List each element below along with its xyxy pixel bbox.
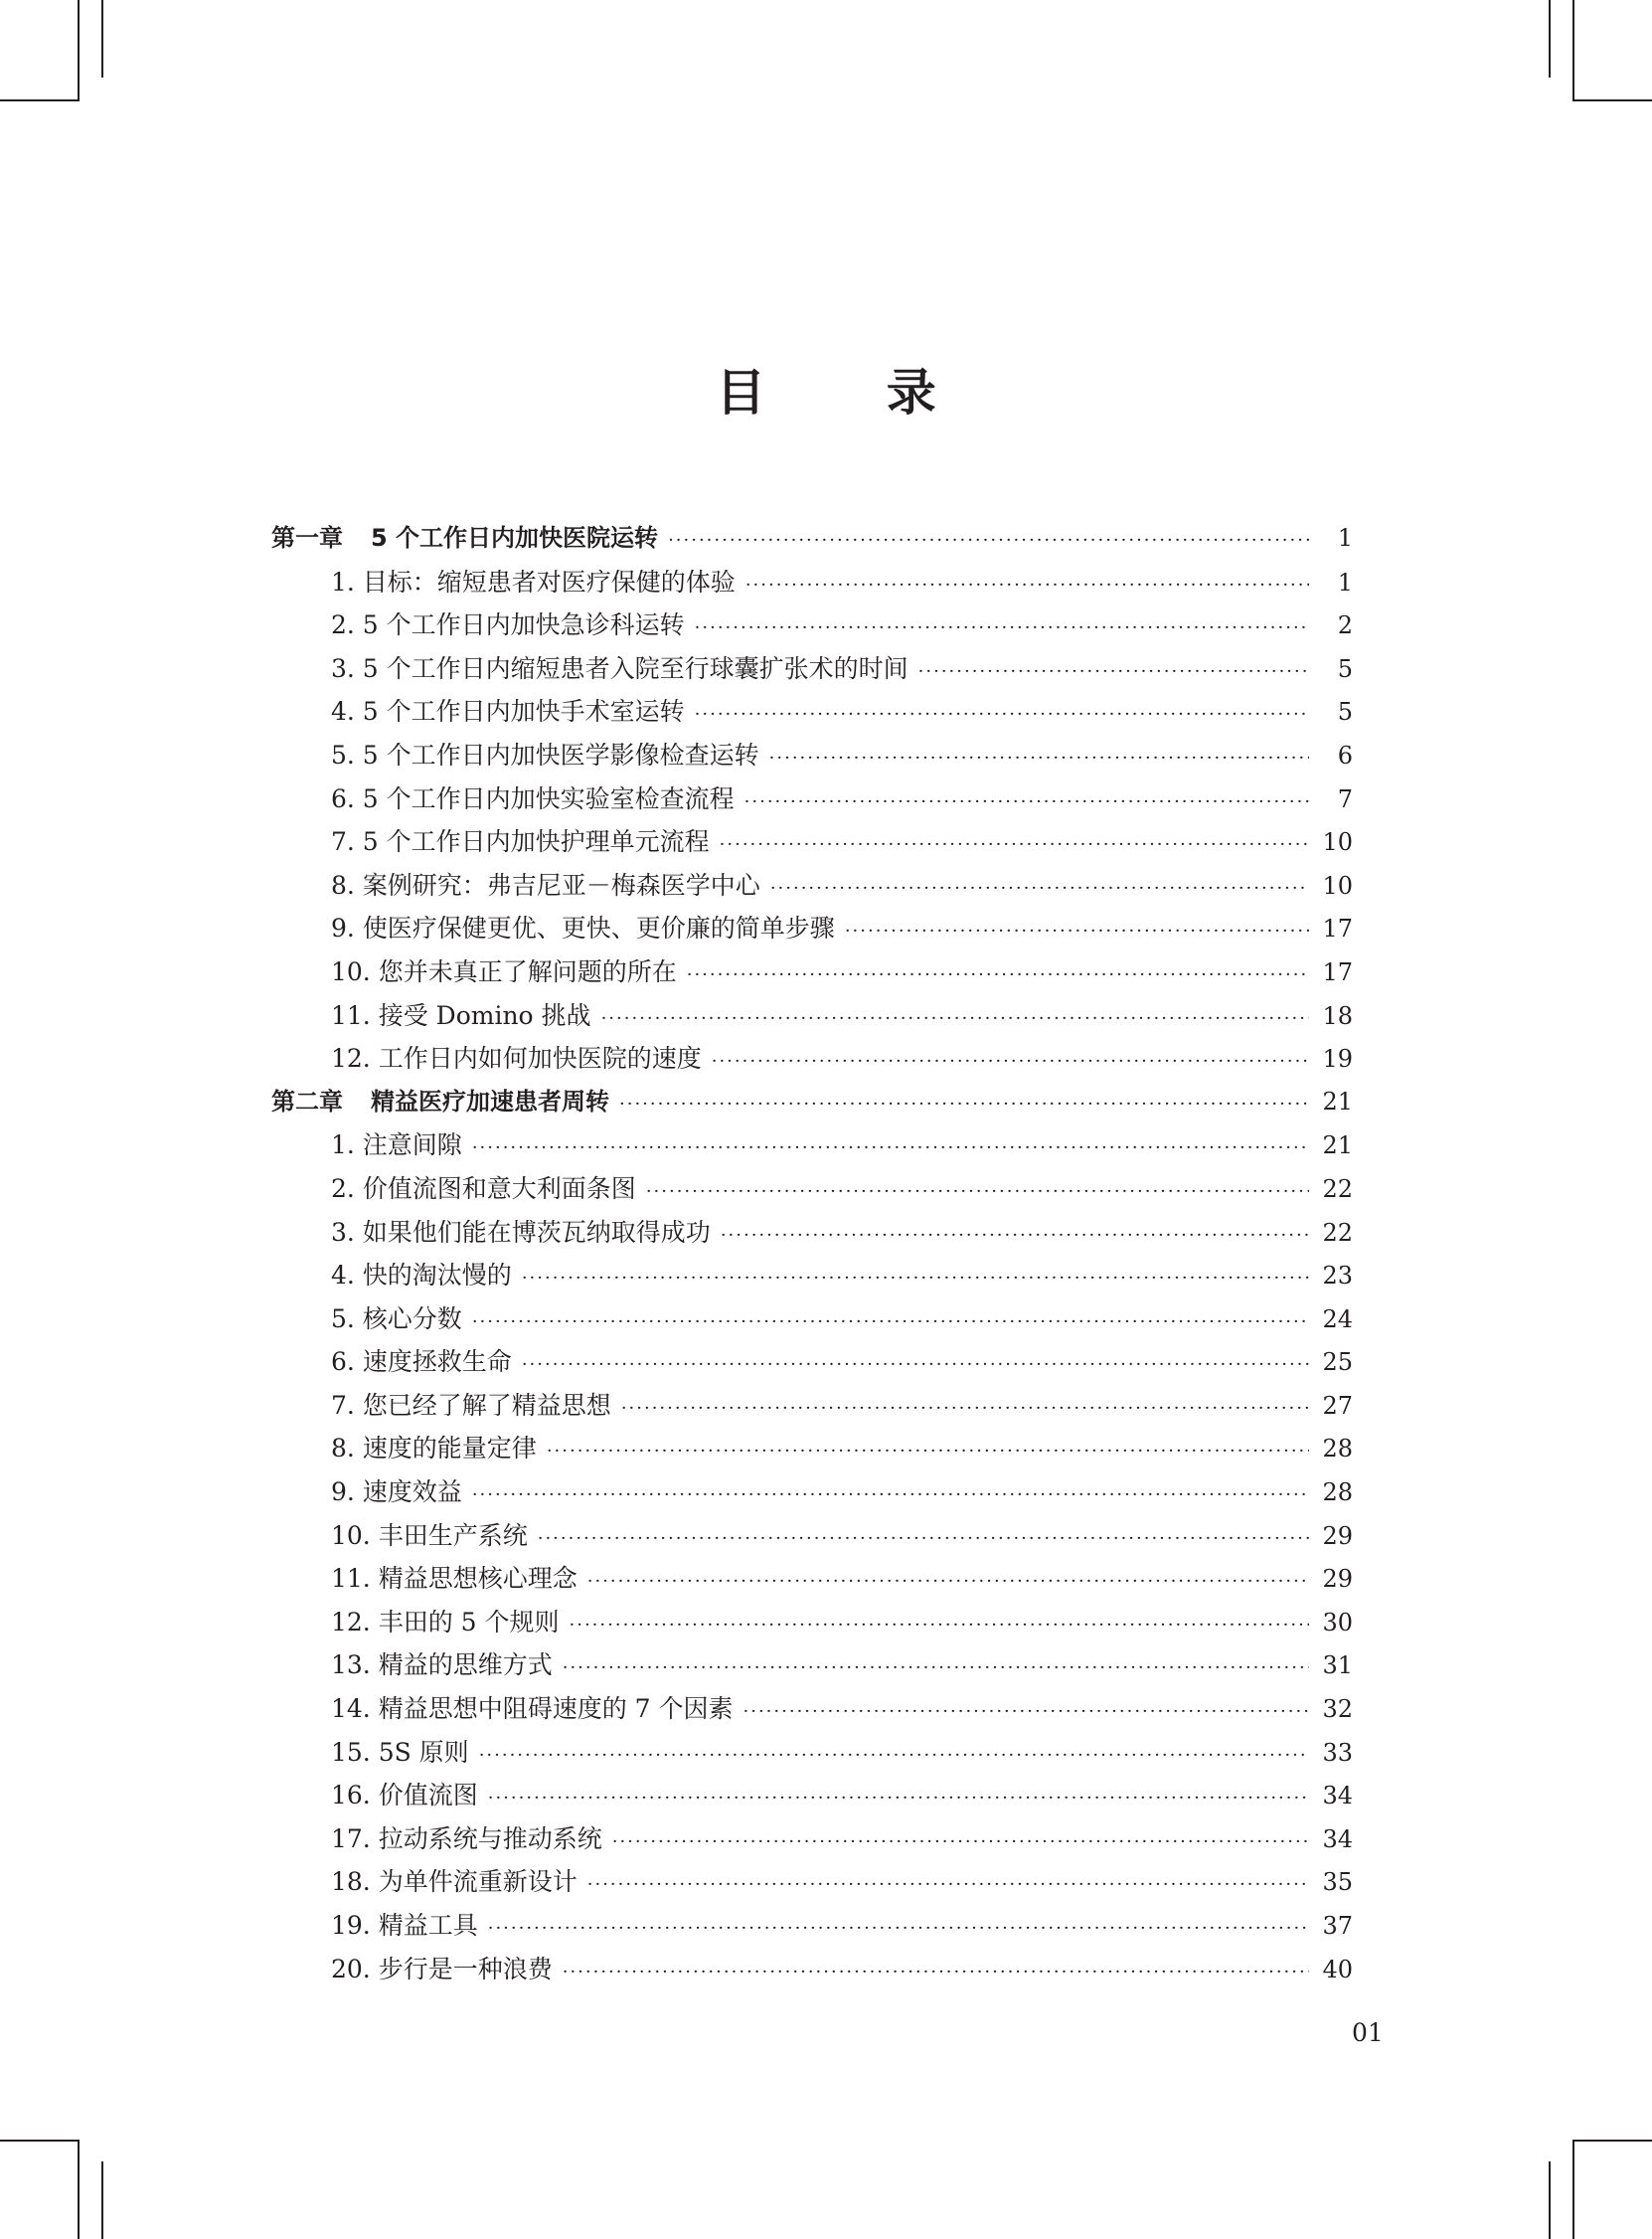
toc-item-row[interactable]: [271, 1601, 1353, 1644]
entry-page-number: 1: [1337, 524, 1353, 552]
dot-leader: [619, 1083, 1309, 1126]
dot-leader: [601, 997, 1309, 1041]
entry-page-number: 28: [1322, 1435, 1353, 1464]
entry-page-number: 28: [1322, 1478, 1353, 1507]
entry-title: 3. 如果他们能在博茨瓦纳取得成功: [331, 1217, 711, 1247]
toc-item-row[interactable]: [271, 907, 1353, 950]
entry-title: 16. 价值流图: [331, 1781, 478, 1810]
toc-item-row[interactable]: [271, 603, 1353, 647]
toc-item-row[interactable]: [271, 1167, 1353, 1211]
dot-leader: [522, 1257, 1309, 1300]
dot-leader: [472, 1126, 1309, 1170]
dot-leader: [479, 1734, 1309, 1778]
entry-page-number: 27: [1322, 1391, 1353, 1420]
entry-title: 5. 5 个工作日内加快医学影像检查运转: [331, 740, 759, 770]
entry-title: 1. 目标：缩短患者对医疗保健的体验: [331, 567, 736, 597]
dot-leader: [770, 867, 1309, 911]
dot-leader: [472, 1300, 1309, 1344]
entry-title: 19. 精益工具: [331, 1911, 478, 1940]
entry-page-number: 34: [1322, 1782, 1353, 1810]
crop-mark-tr-h: [1574, 99, 1652, 101]
entry-title: 10. 丰田生产系统: [331, 1520, 528, 1550]
dot-leader: [563, 1646, 1309, 1690]
entry-page-number: 24: [1322, 1304, 1353, 1333]
toc-item-row[interactable]: [271, 561, 1353, 604]
crop-mark-tr-v2: [1572, 0, 1574, 101]
dot-leader: [720, 823, 1309, 867]
entry-title: 20. 步行是一种浪费: [331, 1954, 553, 1983]
toc-item-row[interactable]: [271, 1860, 1353, 1904]
dot-leader: [769, 737, 1309, 780]
chapter-number: 第一章: [271, 524, 343, 552]
toc-item-row[interactable]: [271, 864, 1353, 908]
crop-mark-tr-v: [1549, 0, 1551, 78]
toc-item-row[interactable]: [271, 1384, 1353, 1428]
toc-item-row[interactable]: [271, 734, 1353, 777]
entry-page-number: 17: [1322, 957, 1353, 986]
entry-page-number: 40: [1322, 1955, 1353, 1983]
entry-page-number: 30: [1322, 1608, 1353, 1636]
entry-page-number: 6: [1337, 741, 1353, 770]
entry-title: 14. 精益思想中阻碍速度的 7 个因素: [331, 1694, 734, 1724]
crop-mark-tl-h: [0, 99, 78, 101]
toc-item-row[interactable]: [271, 1123, 1353, 1167]
dot-leader: [522, 1343, 1309, 1387]
dot-leader: [472, 1473, 1309, 1517]
entry-title: 15. 5S 原则: [331, 1737, 469, 1767]
entry-title: 11. 接受 Domino 挑战: [331, 1000, 591, 1030]
entry-page-number: 1: [1337, 568, 1353, 597]
toc-item-row[interactable]: [271, 1470, 1353, 1514]
dot-leader: [712, 1040, 1309, 1084]
chapter-title: 5 个工作日内加快医院运转: [371, 524, 659, 552]
entry-title: 8. 案例研究：弗吉尼亚－梅森医学中心: [331, 870, 760, 900]
dot-leader: [646, 1170, 1309, 1214]
crop-mark-br-h: [1574, 2140, 1652, 2142]
entry-page-number: 10: [1322, 828, 1353, 857]
entry-title: 17. 拉动系统与推动系统: [331, 1823, 602, 1853]
toc-chapter-row[interactable]: [271, 1081, 1353, 1124]
toc-item-row[interactable]: [271, 1254, 1353, 1297]
entry-page-number: 18: [1322, 1001, 1353, 1030]
crop-mark-tl-v2: [78, 0, 80, 101]
dot-leader: [744, 780, 1309, 824]
dot-leader: [488, 1777, 1309, 1820]
crop-mark-br-v2: [1572, 2140, 1574, 2239]
dot-leader: [845, 910, 1309, 953]
dot-leader: [547, 1430, 1309, 1473]
entry-page-number: 21: [1322, 1131, 1353, 1160]
table-of-contents: [271, 517, 1353, 1990]
entry-title: 4. 快的淘汰慢的: [331, 1261, 512, 1291]
toc-item-row[interactable]: [271, 1643, 1353, 1687]
entry-title: 9. 使医疗保健更优、更快、更价廉的简单步骤: [331, 914, 835, 944]
dot-leader: [587, 1863, 1309, 1907]
toc-item-row[interactable]: [271, 690, 1353, 734]
toc-item-row[interactable]: [271, 1904, 1353, 1948]
dot-leader: [621, 1387, 1309, 1431]
entry-page-number: 23: [1322, 1262, 1353, 1291]
crop-mark-tl-v: [101, 0, 103, 78]
dot-leader: [538, 1517, 1309, 1561]
chapter-heading: [271, 517, 658, 561]
entry-title: 5. 核心分数: [331, 1303, 462, 1333]
entry-title: 2. 价值流图和意大利面条图: [331, 1173, 636, 1203]
crop-mark-bl-v: [101, 2161, 103, 2239]
entry-page-number: 33: [1322, 1738, 1353, 1767]
crop-mark-bl-h: [0, 2140, 78, 2142]
entry-title: 13. 精益的思维方式: [331, 1650, 553, 1680]
chapter-number: 第二章: [271, 1087, 343, 1116]
entry-page-number: 22: [1322, 1218, 1353, 1247]
toc-item-row[interactable]: [271, 1817, 1353, 1861]
entry-page-number: 32: [1322, 1695, 1353, 1724]
crop-mark-br-v: [1549, 2161, 1551, 2239]
entry-page-number: 5: [1337, 698, 1353, 727]
entry-page-number: 2: [1337, 611, 1353, 640]
toc-item-row[interactable]: [271, 1427, 1353, 1470]
toc-item-row[interactable]: [271, 1037, 1353, 1081]
chapter-heading: [271, 1081, 609, 1124]
entry-title: 1. 注意间隙: [331, 1130, 462, 1160]
page-title: 目 录: [716, 363, 988, 422]
toc-item-row[interactable]: [271, 1340, 1353, 1384]
entry-title: 4. 5 个工作日内加快手术室运转: [331, 697, 685, 727]
page-number: 01: [1352, 2018, 1384, 2047]
entry-title: 7. 您已经了解了精益思想: [331, 1390, 611, 1420]
toc-item-row[interactable]: [271, 1557, 1353, 1601]
toc-item-row[interactable]: [271, 1687, 1353, 1731]
dot-leader: [721, 1214, 1309, 1258]
dot-leader: [745, 564, 1309, 607]
dot-leader: [743, 1690, 1309, 1734]
toc-item-row[interactable]: [271, 1948, 1353, 1991]
entry-title: 8. 速度的能量定律: [331, 1434, 537, 1464]
dot-leader: [668, 519, 1309, 563]
entry-page-number: 29: [1322, 1521, 1353, 1550]
toc-item-row[interactable]: [271, 647, 1353, 691]
crop-mark-bl-v2: [78, 2140, 80, 2239]
dot-leader: [612, 1820, 1309, 1864]
dot-leader: [563, 1951, 1309, 1994]
entry-title: 12. 丰田的 5 个规则: [331, 1607, 560, 1636]
entry-title: 10. 您并未真正了解问题的所在: [331, 956, 677, 986]
dot-leader: [918, 650, 1309, 694]
dot-leader: [695, 606, 1309, 650]
dot-leader: [687, 953, 1309, 997]
entry-page-number: 35: [1322, 1868, 1353, 1897]
entry-page-number: 5: [1337, 654, 1353, 683]
entry-page-number: 25: [1322, 1348, 1353, 1377]
toc-item-row[interactable]: [271, 1297, 1353, 1341]
entry-title: 9. 速度效益: [331, 1477, 462, 1507]
toc-item-row[interactable]: [271, 994, 1353, 1038]
entry-page-number: 19: [1322, 1045, 1353, 1074]
entry-page-number: 10: [1322, 871, 1353, 900]
entry-page-number: 34: [1322, 1824, 1353, 1853]
toc-item-row[interactable]: [271, 950, 1353, 994]
entry-title: 6. 5 个工作日内加快实验室检查流程: [331, 783, 735, 813]
dot-leader: [695, 693, 1309, 737]
entry-title: 11. 精益思想核心理念: [331, 1564, 578, 1594]
entry-page-number: 17: [1322, 915, 1353, 944]
entry-title: 6. 速度拯救生命: [331, 1347, 512, 1377]
dot-leader: [570, 1604, 1309, 1647]
toc-item-row[interactable]: [271, 1514, 1353, 1558]
toc-item-row[interactable]: [271, 820, 1353, 864]
entry-page-number: 29: [1322, 1565, 1353, 1594]
entry-page-number: 31: [1322, 1651, 1353, 1680]
toc-item-row[interactable]: [271, 777, 1353, 821]
dot-leader: [587, 1560, 1309, 1604]
entry-title: 2. 5 个工作日内加快急诊科运转: [331, 610, 685, 640]
dot-leader: [488, 1907, 1309, 1951]
entry-page-number: 7: [1337, 784, 1353, 813]
entry-title: 18. 为单件流重新设计: [331, 1867, 578, 1897]
entry-title: 3. 5 个工作日内缩短患者入院至行球囊扩张术的时间: [331, 653, 909, 683]
entry-title: 12. 工作日内如何加快医院的速度: [331, 1044, 702, 1074]
entry-page-number: 22: [1322, 1174, 1353, 1203]
chapter-title: 精益医疗加速患者周转: [371, 1087, 609, 1116]
toc-item-row[interactable]: [271, 1774, 1353, 1817]
toc-item-row[interactable]: [271, 1731, 1353, 1775]
entry-title: 7. 5 个工作日内加快护理单元流程: [331, 827, 710, 857]
entry-page-number: 21: [1322, 1087, 1353, 1116]
toc-chapter-row[interactable]: [271, 517, 1353, 561]
entry-page-number: 37: [1322, 1912, 1353, 1940]
toc-item-row[interactable]: [271, 1211, 1353, 1255]
